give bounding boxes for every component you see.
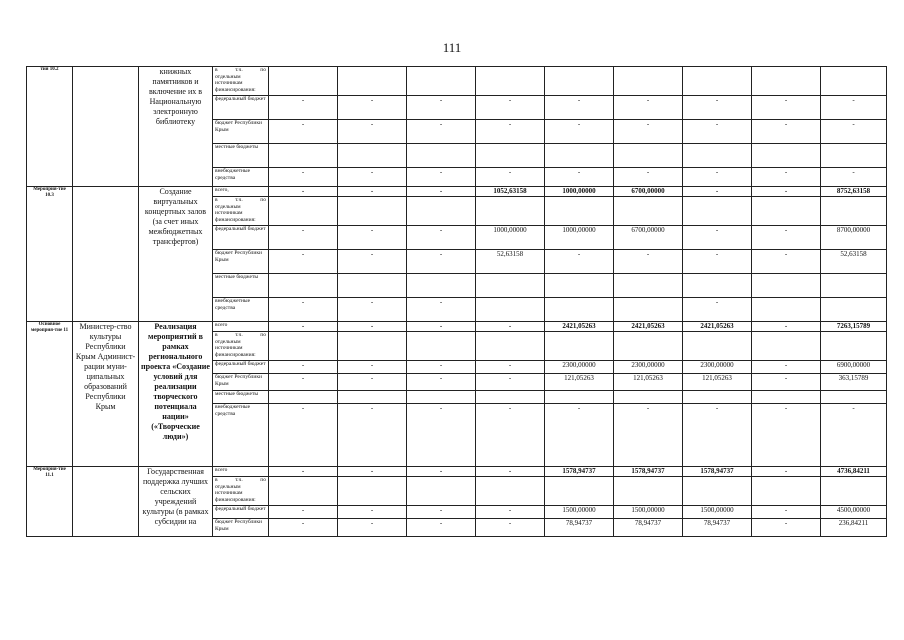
amount-cell: -: [338, 226, 407, 250]
amount-cell: -: [752, 519, 821, 537]
amount-cell: [407, 274, 476, 298]
amount-cell: [614, 274, 683, 298]
amount-cell: 2300,00000: [545, 361, 614, 374]
measure-name: книжных памятников и включение их в Национальную электронную библиотеку: [139, 67, 213, 187]
amount-cell: [752, 391, 821, 404]
amount-cell: [407, 332, 476, 361]
amount-cell: -: [407, 187, 476, 197]
amount-cell: [752, 477, 821, 506]
amount-cell: -: [407, 322, 476, 332]
amount-cell: [476, 391, 545, 404]
funding-source: [213, 391, 269, 404]
amount-cell: [614, 144, 683, 168]
amount-cell: 8752,63158: [821, 187, 887, 197]
amount-cell: -: [338, 168, 407, 187]
amount-cell: -: [269, 250, 338, 274]
amount-cell: [338, 67, 407, 96]
amount-cell: [338, 477, 407, 506]
funding-source-label: отдельным источникам финансирования:: [215, 203, 256, 223]
funding-source-label: федеральный бюджет: [215, 361, 266, 367]
funding-source-word: по: [260, 197, 266, 203]
funding-source: [213, 274, 269, 298]
funding-source: [213, 519, 269, 537]
table-row: [27, 67, 887, 96]
amount-cell: 6700,00000: [614, 226, 683, 250]
amount-cell: [752, 144, 821, 168]
funding-source: [213, 374, 269, 391]
budget-table: [26, 66, 887, 537]
funding-source-word: в: [215, 477, 218, 483]
amount-cell: -: [269, 96, 338, 120]
amount-cell: [614, 298, 683, 322]
funding-source-word: в: [215, 67, 218, 73]
amount-cell: 2300,00000: [614, 361, 683, 374]
amount-cell: [545, 67, 614, 96]
amount-cell: -: [476, 506, 545, 519]
amount-cell: [614, 332, 683, 361]
amount-cell: [476, 332, 545, 361]
amount-cell: -: [407, 226, 476, 250]
amount-cell: [269, 477, 338, 506]
amount-cell: -: [752, 361, 821, 374]
funding-source-label: отдельным источникам финансирования:: [215, 73, 256, 93]
amount-cell: [476, 197, 545, 226]
amount-cell: [407, 477, 476, 506]
amount-cell: -: [752, 168, 821, 187]
amount-cell: [614, 67, 683, 96]
funding-source-word: по: [260, 477, 266, 483]
amount-cell: -: [545, 120, 614, 144]
amount-cell: [476, 67, 545, 96]
table-row: [27, 322, 887, 332]
funding-source: [213, 187, 269, 197]
amount-cell: -: [407, 467, 476, 477]
responsible-executor: [73, 67, 139, 187]
amount-cell: -: [407, 250, 476, 274]
amount-cell: -: [821, 404, 887, 467]
amount-cell: 2421,05263: [683, 322, 752, 332]
amount-cell: [269, 144, 338, 168]
amount-cell: -: [821, 120, 887, 144]
funding-source: [213, 67, 269, 96]
amount-cell: -: [338, 322, 407, 332]
page-number: 111: [442, 40, 462, 55]
funding-source-label: всего: [215, 467, 228, 473]
amount-cell: -: [476, 322, 545, 332]
amount-cell: [683, 477, 752, 506]
amount-cell: 1500,00000: [683, 506, 752, 519]
amount-cell: [614, 391, 683, 404]
funding-source: [213, 404, 269, 467]
amount-cell: -: [269, 519, 338, 537]
funding-source: [213, 197, 269, 226]
amount-cell: -: [269, 120, 338, 144]
funding-source: [213, 477, 269, 506]
funding-source: [213, 120, 269, 144]
amount-cell: -: [338, 374, 407, 391]
funding-source-word: т.ч.: [235, 197, 243, 203]
amount-cell: -: [752, 226, 821, 250]
funding-source: [213, 226, 269, 250]
amount-cell: -: [683, 226, 752, 250]
amount-cell: -: [407, 374, 476, 391]
amount-cell: 78,94737: [545, 519, 614, 537]
amount-cell: -: [821, 168, 887, 187]
funding-source-word: т.ч.: [235, 67, 243, 73]
funding-source: [213, 506, 269, 519]
amount-cell: 121,05263: [545, 374, 614, 391]
funding-source: [213, 361, 269, 374]
funding-source: [213, 250, 269, 274]
responsible-executor: [73, 187, 139, 322]
amount-cell: [683, 197, 752, 226]
funding-source-label: внебюджетные средства: [215, 298, 251, 311]
funding-source-word: по: [260, 67, 266, 73]
amount-cell: -: [683, 96, 752, 120]
amount-cell: [476, 298, 545, 322]
funding-source-label: всего: [215, 322, 228, 328]
amount-cell: 78,94737: [614, 519, 683, 537]
amount-cell: 1578,94737: [683, 467, 752, 477]
amount-cell: [269, 332, 338, 361]
amount-cell: 6700,00000: [614, 187, 683, 197]
amount-cell: -: [683, 168, 752, 187]
amount-cell: 4736,84211: [821, 467, 887, 477]
amount-cell: [752, 197, 821, 226]
funding-source-label: федеральный бюджет: [215, 506, 266, 512]
amount-cell: [545, 197, 614, 226]
funding-source-label: всего,: [215, 187, 229, 193]
amount-cell: [407, 391, 476, 404]
amount-cell: [545, 477, 614, 506]
amount-cell: 1500,00000: [545, 506, 614, 519]
amount-cell: [683, 332, 752, 361]
funding-source-label: внебюджетные средства: [215, 168, 251, 181]
measure-code: Мероприя-тие 11.1: [27, 467, 73, 537]
funding-source: [213, 332, 269, 361]
amount-cell: [545, 298, 614, 322]
amount-cell: -: [269, 506, 338, 519]
amount-cell: [545, 144, 614, 168]
amount-cell: [752, 298, 821, 322]
amount-cell: -: [476, 467, 545, 477]
amount-cell: [821, 274, 887, 298]
funding-source-label: бюджет Республики Крым: [215, 250, 262, 263]
measure-code: Мероприя-тие 10.3: [27, 187, 73, 322]
amount-cell: [545, 332, 614, 361]
amount-cell: -: [269, 298, 338, 322]
funding-source: [213, 467, 269, 477]
table-row: [27, 187, 887, 197]
amount-cell: -: [269, 187, 338, 197]
amount-cell: [614, 477, 683, 506]
amount-cell: -: [683, 187, 752, 197]
funding-source-label: отдельным источникам финансирования:: [215, 483, 256, 503]
amount-cell: -: [752, 187, 821, 197]
amount-cell: [821, 477, 887, 506]
amount-cell: [338, 274, 407, 298]
amount-cell: 1052,63158: [476, 187, 545, 197]
funding-source-label: отдельным источникам финансирования:: [215, 338, 256, 358]
amount-cell: [545, 391, 614, 404]
amount-cell: 52,63158: [821, 250, 887, 274]
amount-cell: -: [269, 226, 338, 250]
amount-cell: -: [683, 404, 752, 467]
funding-source-label: местные бюджеты: [215, 274, 259, 280]
amount-cell: -: [338, 467, 407, 477]
amount-cell: -: [614, 168, 683, 187]
funding-source-label: федеральный бюджет: [215, 96, 266, 102]
amount-cell: -: [752, 506, 821, 519]
amount-cell: 121,05263: [614, 374, 683, 391]
amount-cell: 2421,05263: [545, 322, 614, 332]
amount-cell: [545, 274, 614, 298]
amount-cell: -: [614, 96, 683, 120]
amount-cell: [407, 144, 476, 168]
amount-cell: [683, 391, 752, 404]
funding-source: [213, 144, 269, 168]
amount-cell: -: [683, 298, 752, 322]
amount-cell: 6900,00000: [821, 361, 887, 374]
funding-source-label: бюджет Республики Крым: [215, 120, 262, 133]
funding-source: [213, 322, 269, 332]
amount-cell: -: [338, 506, 407, 519]
funding-source: [213, 298, 269, 322]
amount-cell: 1000,00000: [476, 226, 545, 250]
amount-cell: [338, 332, 407, 361]
amount-cell: -: [338, 96, 407, 120]
amount-cell: -: [752, 250, 821, 274]
amount-cell: -: [407, 506, 476, 519]
amount-cell: -: [545, 96, 614, 120]
amount-cell: 4500,00000: [821, 506, 887, 519]
amount-cell: -: [269, 404, 338, 467]
measure-name: Государственная поддержка лучших сельских учреждений культуры (в рамках субсидии на: [139, 467, 213, 537]
amount-cell: -: [752, 374, 821, 391]
amount-cell: -: [338, 404, 407, 467]
funding-source: [213, 96, 269, 120]
measure-name: Реализация мероприятий в рамках регионального проекта «Создание условий для реализации творческого потенциала нации» («Творческие люди»): [139, 322, 213, 467]
funding-source: [213, 168, 269, 187]
amount-cell: -: [752, 322, 821, 332]
table-row: [27, 467, 887, 477]
amount-cell: 1500,00000: [614, 506, 683, 519]
amount-cell: [338, 391, 407, 404]
funding-source-label: местные бюджеты: [215, 391, 259, 397]
funding-source-label: федеральный бюджет: [215, 226, 266, 232]
amount-cell: -: [683, 250, 752, 274]
amount-cell: 1578,94737: [545, 467, 614, 477]
amount-cell: [269, 391, 338, 404]
amount-cell: [752, 332, 821, 361]
funding-source-label: внебюджетные средства: [215, 404, 251, 417]
amount-cell: -: [338, 120, 407, 144]
amount-cell: 8700,00000: [821, 226, 887, 250]
amount-cell: 78,94737: [683, 519, 752, 537]
amount-cell: 1578,94737: [614, 467, 683, 477]
funding-source-word: т.ч.: [235, 477, 243, 483]
amount-cell: -: [269, 361, 338, 374]
amount-cell: -: [338, 187, 407, 197]
measure-name: Создание виртуальных концертных залов (за счет иных межбюджетных трансфертов): [139, 187, 213, 322]
amount-cell: -: [476, 120, 545, 144]
amount-cell: -: [269, 467, 338, 477]
amount-cell: -: [407, 404, 476, 467]
amount-cell: -: [752, 467, 821, 477]
amount-cell: -: [407, 298, 476, 322]
amount-cell: -: [752, 404, 821, 467]
amount-cell: [821, 144, 887, 168]
amount-cell: [269, 67, 338, 96]
measure-code: Основное мероприя-тие 11: [27, 322, 73, 467]
amount-cell: [752, 274, 821, 298]
amount-cell: [683, 274, 752, 298]
amount-cell: -: [614, 250, 683, 274]
amount-cell: -: [338, 250, 407, 274]
amount-cell: -: [614, 120, 683, 144]
funding-source-label: бюджет Республики Крым: [215, 374, 262, 387]
amount-cell: -: [407, 168, 476, 187]
amount-cell: [821, 298, 887, 322]
amount-cell: -: [614, 404, 683, 467]
amount-cell: -: [683, 120, 752, 144]
amount-cell: 7263,15789: [821, 322, 887, 332]
amount-cell: [821, 197, 887, 226]
amount-cell: [338, 144, 407, 168]
amount-cell: -: [821, 96, 887, 120]
funding-source-word: в: [215, 197, 218, 203]
amount-cell: 236,84211: [821, 519, 887, 537]
amount-cell: -: [476, 168, 545, 187]
amount-cell: -: [407, 96, 476, 120]
amount-cell: 2300,00000: [683, 361, 752, 374]
funding-source-word: по: [260, 332, 266, 338]
funding-source-word: т.ч.: [235, 332, 243, 338]
amount-cell: [269, 274, 338, 298]
amount-cell: [683, 144, 752, 168]
amount-cell: [821, 391, 887, 404]
amount-cell: [338, 197, 407, 226]
amount-cell: [683, 67, 752, 96]
amount-cell: [476, 477, 545, 506]
amount-cell: -: [545, 168, 614, 187]
amount-cell: [821, 67, 887, 96]
amount-cell: -: [476, 404, 545, 467]
amount-cell: -: [407, 120, 476, 144]
amount-cell: -: [476, 374, 545, 391]
amount-cell: [752, 67, 821, 96]
amount-cell: 363,15789: [821, 374, 887, 391]
amount-cell: -: [476, 519, 545, 537]
responsible-executor: [73, 467, 139, 537]
amount-cell: -: [752, 120, 821, 144]
amount-cell: -: [338, 519, 407, 537]
responsible-executor: Министер-ство культуры Республики Крым Админист-рации муни-ципальных образований Республики Крым: [73, 322, 139, 467]
measure-code: тия 10.2: [27, 67, 73, 187]
amount-cell: -: [269, 374, 338, 391]
amount-cell: [269, 197, 338, 226]
amount-cell: 121,05263: [683, 374, 752, 391]
amount-cell: 1000,00000: [545, 226, 614, 250]
amount-cell: -: [338, 361, 407, 374]
amount-cell: 1000,00000: [545, 187, 614, 197]
amount-cell: 2421,05263: [614, 322, 683, 332]
amount-cell: [407, 67, 476, 96]
amount-cell: -: [545, 250, 614, 274]
amount-cell: [614, 197, 683, 226]
amount-cell: 52,63158: [476, 250, 545, 274]
amount-cell: -: [269, 168, 338, 187]
amount-cell: -: [752, 96, 821, 120]
amount-cell: -: [476, 361, 545, 374]
funding-source-word: в: [215, 332, 218, 338]
funding-source-label: местные бюджеты: [215, 144, 259, 150]
amount-cell: [821, 332, 887, 361]
amount-cell: -: [476, 96, 545, 120]
amount-cell: -: [338, 298, 407, 322]
amount-cell: -: [545, 404, 614, 467]
amount-cell: [476, 144, 545, 168]
amount-cell: -: [269, 322, 338, 332]
amount-cell: -: [407, 519, 476, 537]
funding-source-label: бюджет Республики Крым: [215, 519, 262, 532]
amount-cell: [407, 197, 476, 226]
amount-cell: [476, 274, 545, 298]
amount-cell: -: [407, 361, 476, 374]
